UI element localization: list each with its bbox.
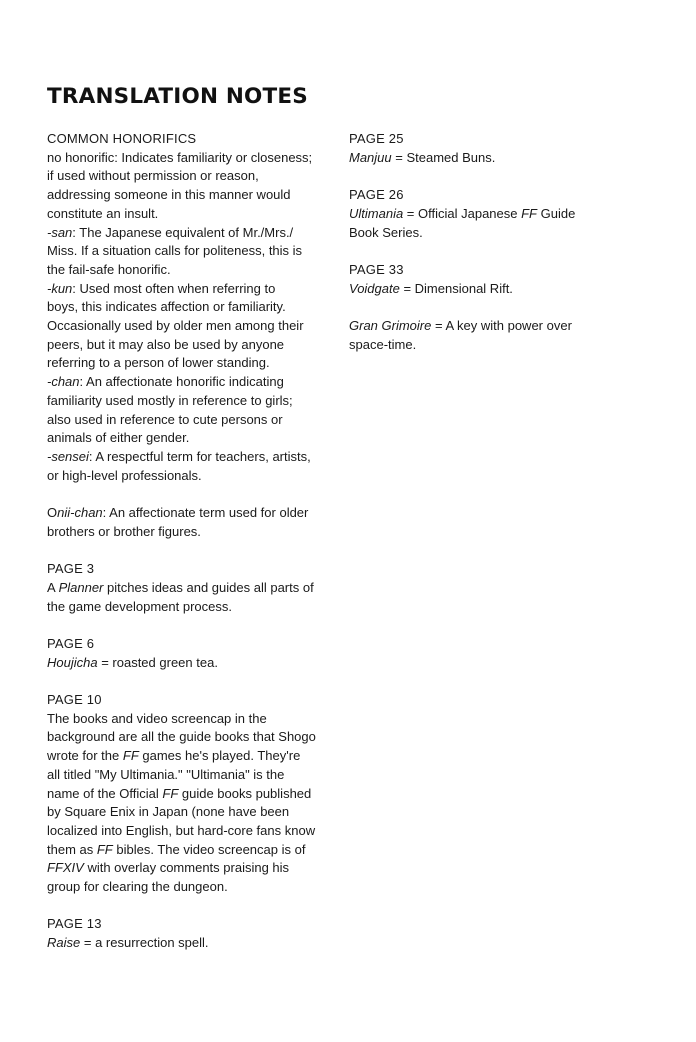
note-line: [47, 803, 332, 822]
note-line: [47, 728, 332, 747]
note-text: = A key with power over: [431, 317, 572, 333]
note-line: [47, 224, 332, 243]
note-line: [47, 280, 332, 299]
note-term: -chan: [47, 374, 80, 390]
note-page-26: [349, 186, 599, 242]
note-body: [47, 504, 332, 541]
note-text: space-time.: [349, 336, 417, 352]
note-term: Ultimania: [349, 205, 404, 221]
note-gran-grimoire: [349, 317, 599, 354]
note-line: [47, 242, 332, 261]
note-text: group for clearing the dungeon.: [47, 879, 228, 895]
left-column: [47, 130, 332, 972]
note-body: [349, 317, 599, 354]
note-text: Occasionally used by older men among their: [47, 318, 304, 334]
note-text: addressing someone in this manner would: [47, 187, 291, 203]
note-line: [47, 747, 332, 766]
note-body: [47, 710, 332, 897]
note-text: all titled "My Ultimania." "Ultimania" is the: [47, 766, 285, 782]
note-text: name of the Official: [47, 785, 163, 801]
note-line: [47, 598, 332, 617]
right-column: [349, 130, 599, 373]
note-term: FF: [162, 785, 179, 801]
note-term: -san: [47, 224, 73, 240]
note-heading: PAGE 10: [47, 692, 102, 708]
page-title: TRANSLATION NOTES: [47, 84, 308, 109]
note-heading: PAGE 26: [349, 187, 404, 203]
note-text: O: [47, 505, 58, 521]
note-line: [47, 766, 332, 785]
note-term: Voidgate: [349, 280, 400, 296]
note-line: [47, 317, 332, 336]
note-text: = roasted green tea.: [97, 654, 218, 670]
note-term: FFXIV: [47, 860, 84, 876]
note-line: [47, 411, 332, 430]
note-line: [349, 317, 599, 336]
note-page-3: [47, 560, 332, 616]
note-body: [47, 579, 332, 616]
note-text: : An affectionate honorific indicating: [79, 374, 284, 390]
note-text: bibles. The video screencap is of: [112, 841, 306, 857]
note-text: brothers or brother figures.: [47, 523, 201, 539]
note-line: [349, 336, 599, 355]
note-text: boys, this indicates affection or familiarity.: [47, 299, 286, 315]
note-line: [349, 205, 599, 224]
note-line: [47, 336, 332, 355]
note-line: [47, 467, 332, 486]
note-page-33: [349, 261, 599, 298]
note-term: Raise: [47, 935, 81, 951]
note-text: A: [47, 579, 59, 595]
note-text: Miss. If a situation calls for politeness, this is: [47, 243, 303, 259]
note-line: [47, 654, 332, 673]
note-text: : Used most often when referring to: [72, 280, 276, 296]
note-term: -kun: [47, 280, 73, 296]
note-text: if used without permission or reason,: [47, 168, 259, 184]
note-term: Gran Grimoire: [349, 317, 432, 333]
note-text: : An affectionate term used for older: [102, 505, 309, 521]
note-text: games he's played. They're: [138, 748, 301, 764]
note-text: also used in reference to cute persons or: [47, 411, 283, 427]
note-line: [47, 186, 332, 205]
note-text: familiarity used mostly in reference to girls;: [47, 392, 293, 408]
note-common-honorifics: [47, 130, 332, 485]
note-body: [47, 934, 332, 953]
note-line: [47, 523, 332, 542]
note-text: referring to a person of lower standing.: [47, 355, 270, 371]
note-heading: PAGE 3: [47, 561, 95, 577]
note-term: FF: [521, 205, 537, 221]
note-line: [47, 579, 332, 598]
note-line: [349, 224, 599, 243]
note-text: the game development process.: [47, 598, 232, 614]
note-text: localized into English, but hard-core fans know: [47, 822, 316, 838]
note-text: = a resurrection spell.: [80, 935, 209, 951]
note-text: pitches ideas and guides all parts of: [103, 579, 314, 595]
note-text: them as: [47, 841, 97, 857]
note-text: guide books published: [178, 785, 312, 801]
note-text: Book Series.: [349, 224, 423, 240]
note-line: [349, 280, 599, 299]
note-text: The books and video screencap in the: [47, 710, 267, 726]
note-heading: PAGE 6: [47, 635, 95, 651]
note-text: animals of either gender.: [47, 430, 190, 446]
note-line: [47, 167, 332, 186]
note-line: [47, 448, 332, 467]
note-body: [47, 654, 332, 673]
note-term: -sensei: [47, 448, 89, 464]
note-term: Planner: [58, 579, 104, 595]
note-line: [47, 205, 332, 224]
note-line: [47, 429, 332, 448]
note-line: [47, 841, 332, 860]
note-page-25: [349, 130, 599, 167]
note-text: peers, but it may also be used by anyone: [47, 336, 285, 352]
note-body: [349, 280, 599, 299]
note-text: = Steamed Buns.: [391, 149, 496, 165]
note-text: constitute an insult.: [47, 205, 159, 221]
note-line: [47, 354, 332, 373]
note-heading: PAGE 25: [349, 131, 404, 146]
note-line: [47, 822, 332, 841]
note-term: nii-chan: [57, 505, 103, 521]
note-page-10: [47, 691, 332, 897]
note-term: Houjicha: [47, 654, 98, 670]
note-line: [47, 878, 332, 897]
note-text: or high-level professionals.: [47, 467, 202, 483]
note-line: [349, 149, 599, 168]
note-text: background are all the guide books that Shogo: [47, 729, 316, 745]
note-line: [47, 785, 332, 804]
note-page-13: [47, 915, 332, 952]
note-line: [47, 934, 332, 953]
note-body: [349, 149, 599, 168]
note-heading: PAGE 33: [349, 261, 404, 277]
note-body: [47, 149, 332, 486]
note-line: [47, 149, 332, 168]
note-line: [47, 373, 332, 392]
note-line: [47, 298, 332, 317]
note-page-6: [47, 635, 332, 672]
note-text: = Dimensional Rift.: [399, 280, 513, 296]
note-text: : A respectful term for teachers, artists,: [88, 448, 311, 464]
note-heading: PAGE 13: [47, 916, 102, 932]
note-text: = Official Japanese: [403, 205, 522, 221]
note-text: by Square Enix in Japan (none have been: [47, 804, 290, 820]
note-text: no honorific: Indicates familiarity or closeness;: [47, 149, 313, 165]
note-line: [47, 710, 332, 729]
note-line: [47, 261, 332, 280]
note-text: wrote for the: [47, 748, 123, 764]
note-line: [47, 392, 332, 411]
note-text: Guide: [537, 205, 576, 221]
note-text: with overlay comments praising his: [83, 860, 290, 876]
note-line: [47, 504, 332, 523]
note-body: [349, 205, 599, 242]
note-term: FF: [122, 748, 139, 764]
note-heading: COMMON HONORIFICS: [47, 131, 197, 146]
note-text: the fail-safe honorific.: [47, 261, 171, 277]
note-line: [47, 859, 332, 878]
note-onii-chan: [47, 504, 332, 541]
note-term: FF: [96, 841, 113, 857]
note-text: : The Japanese equivalent of Mr./Mrs./: [72, 224, 294, 240]
note-term: Manjuu: [349, 149, 392, 165]
